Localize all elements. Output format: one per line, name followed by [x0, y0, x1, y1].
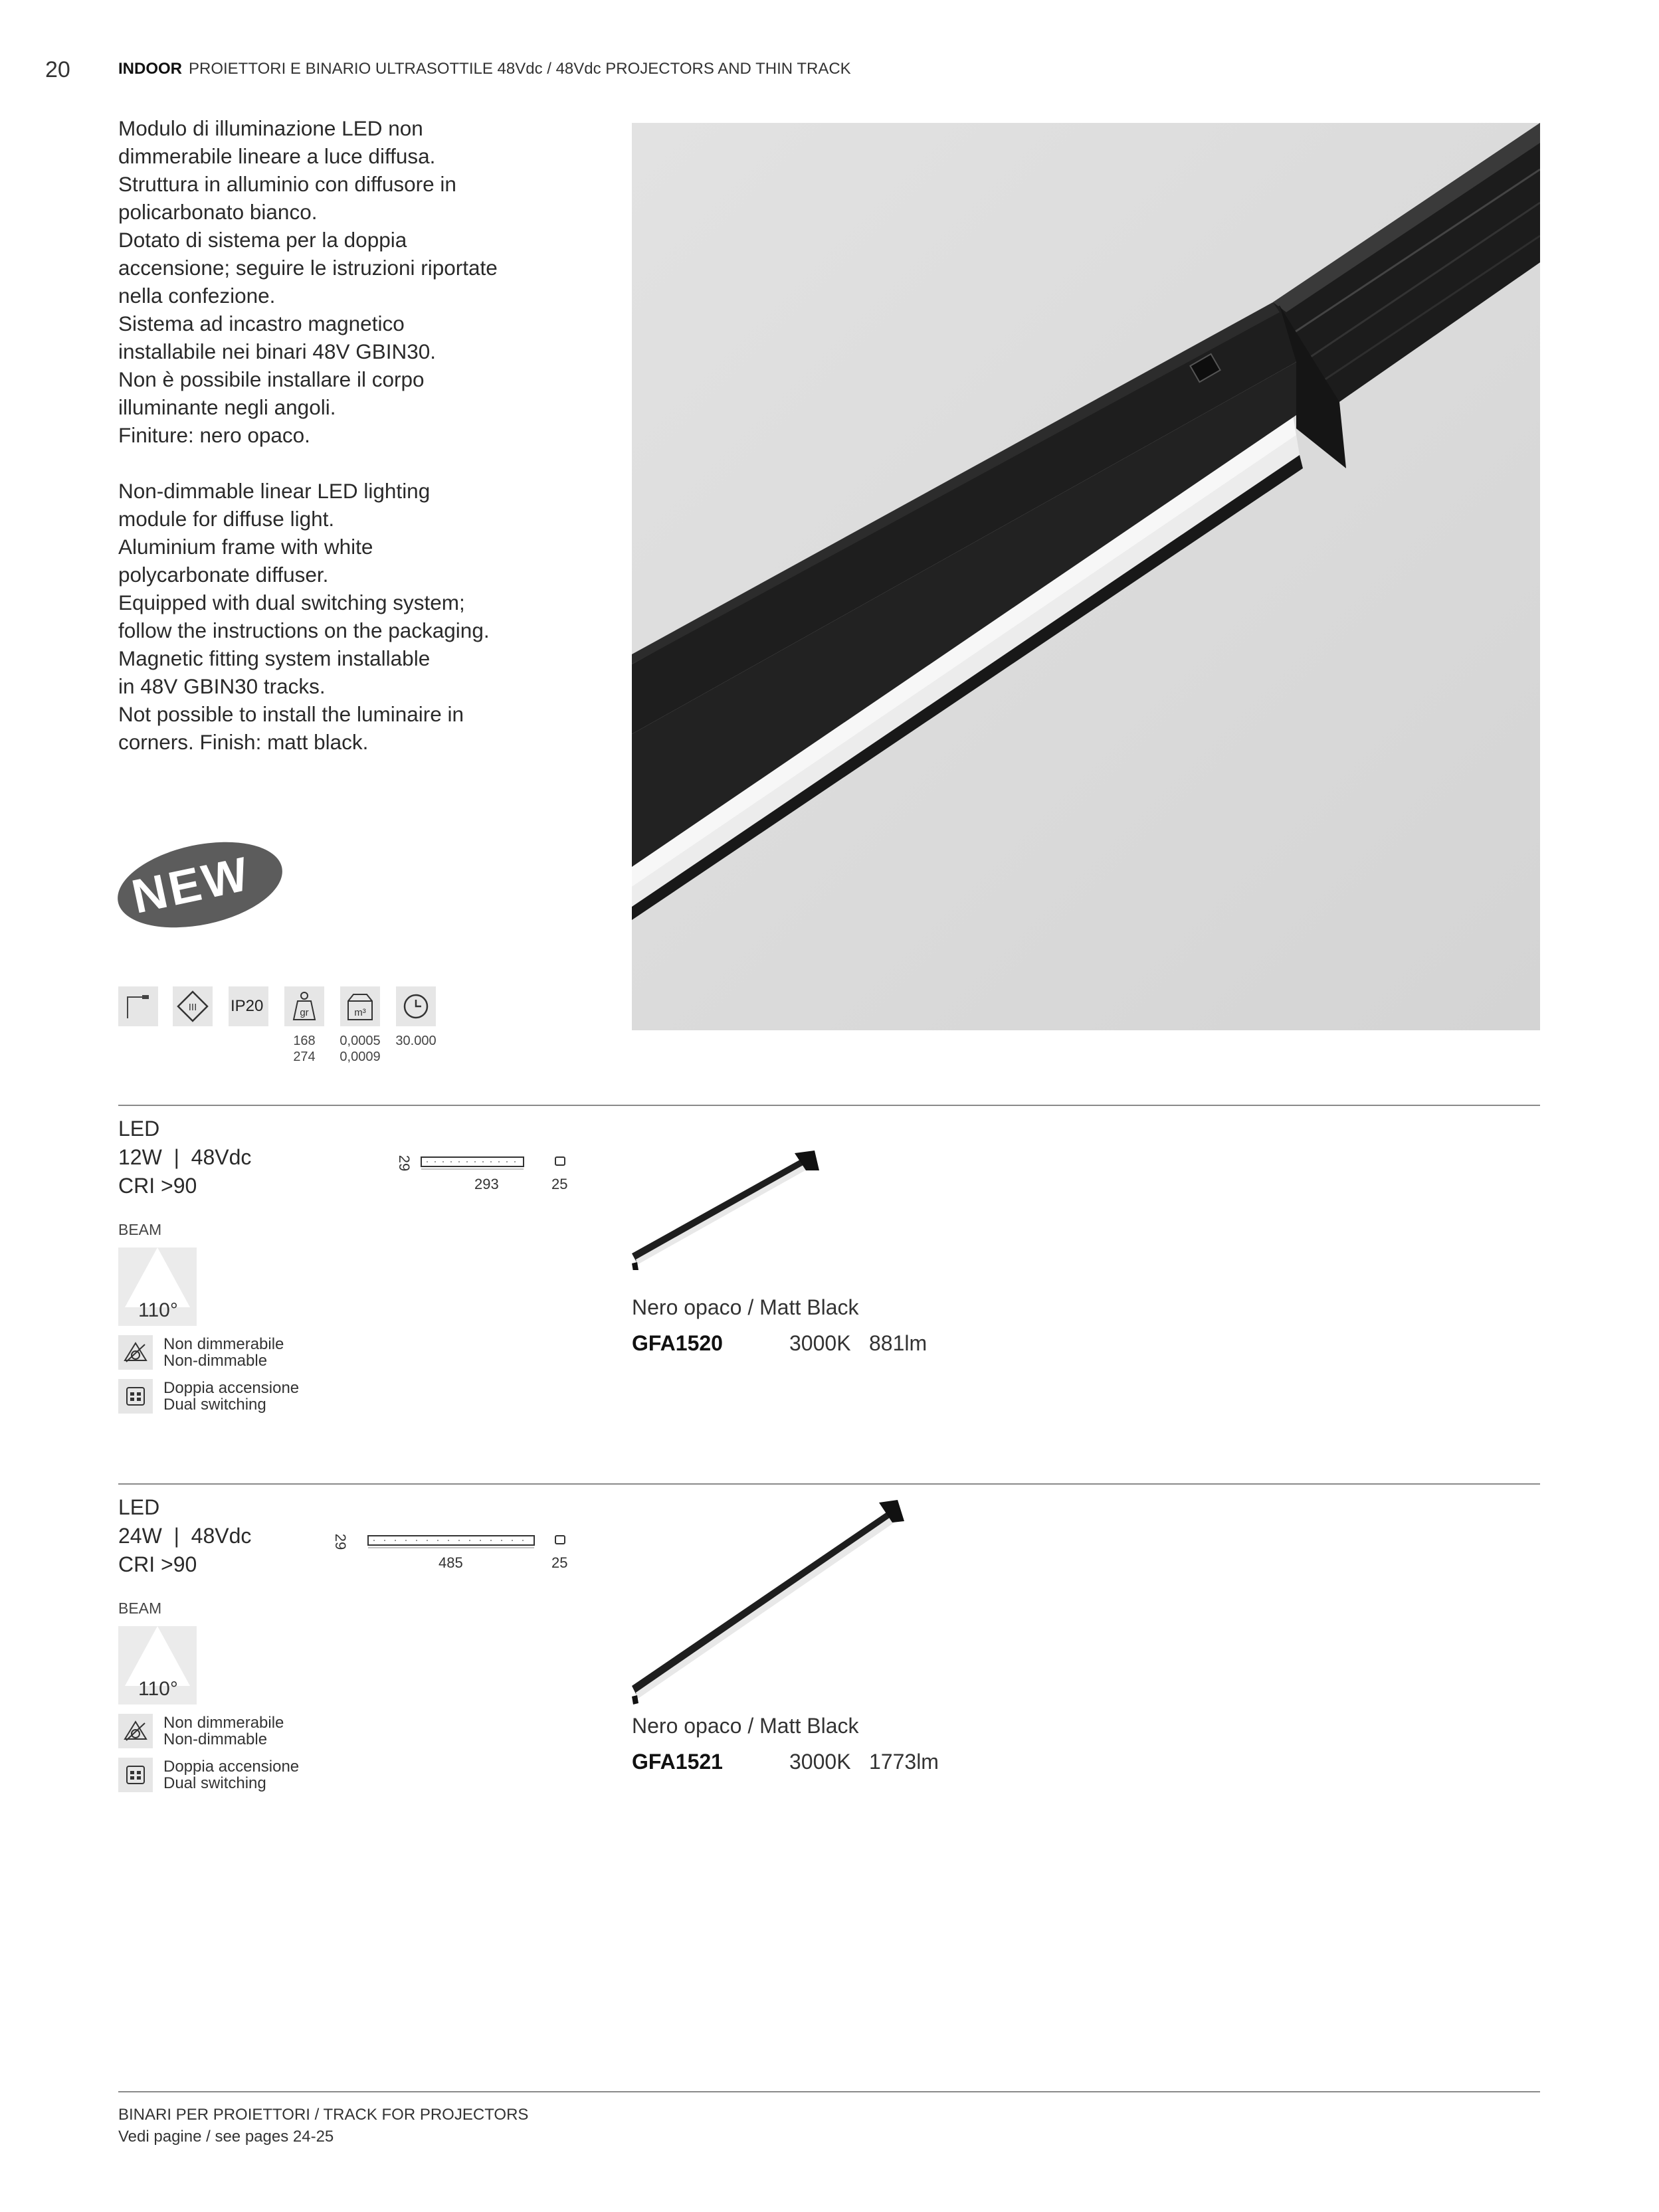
weight-icon [284, 986, 324, 1026]
page-header [118, 60, 851, 78]
non-dimmable-icon [118, 1335, 153, 1370]
description-italian: Modulo di illuminazione LED non dimmerabile lineare a luce diffusa. Struttura in alluminio con diffusore in policarbonato bianco. Dotato di sistema per la doppia accensione; seguire le istruzioni riportate nella confezione. Sistema ad incastro magnetico installabile nei binari 48V GBIN30. Non è possibile installare il corpo illuminante negli angoli. Finiture: nero opaco. [118, 116, 498, 447]
feature-en: Non-dimmable [163, 1730, 268, 1748]
product-thumbnail [632, 1151, 825, 1273]
dimension-height: 29 [396, 1154, 413, 1172]
section-profile-icon [554, 1533, 566, 1548]
dimension-height: 29 [332, 1533, 349, 1550]
product-power: 24W | 48Vdc [118, 1524, 252, 1548]
footer-page-reference: Vedi pagine / see pages 24-25 [118, 2128, 334, 2146]
section-label: INDOOR [118, 60, 182, 78]
feature-en: Dual switching [163, 1396, 266, 1414]
volume-value-2: 0,0009 [340, 1050, 381, 1064]
volume-value-1: 0,0005 [340, 1034, 381, 1048]
ip-rating-icon [229, 986, 268, 1026]
section-profile-icon [554, 1154, 566, 1170]
product-cri: CRI >90 [118, 1552, 197, 1576]
description-english: Non-dimmable linear LED lighting module for diffuse light. Aluminium frame with white polycarbonate diffuser. Equipped with dual switching system; follow the instructions on the packaging. Magnetic fitting system installable in 48V GBIN30 tracks. Not possible to install the luminaire in corners. Finish: matt black. [118, 479, 490, 754]
product-block-gfa1520 [118, 1115, 1540, 1427]
non-dimmable-icon [118, 1714, 153, 1748]
finish-label: Nero opaco / Matt Black [632, 1714, 859, 1738]
svg-text:m³: m³ [354, 1007, 366, 1018]
beam-angle: 110° [138, 1678, 178, 1700]
dimension-length: 293 [474, 1176, 499, 1192]
weight-value-2: 274 [293, 1050, 316, 1064]
section-divider [118, 1483, 1540, 1485]
section-divider [118, 1105, 1540, 1106]
ip-rating-label: IP20 [231, 997, 264, 1015]
dimension-width: 25 [551, 1554, 568, 1571]
product-source: LED [118, 1495, 160, 1519]
feature-en: Dual switching [163, 1774, 266, 1792]
luminous-flux: 1773lm [869, 1750, 939, 1774]
dimension-drawing [420, 1152, 539, 1175]
product-code: GFA1520 [632, 1331, 723, 1355]
feature-it: Non dimmerabile [163, 1714, 284, 1732]
lifetime-value: 30.000 [395, 1034, 437, 1048]
track-mount-icon [118, 986, 158, 1026]
footer-track-link[interactable]: BINARI PER PROIETTORI / TRACK FOR PROJECTORS [118, 2106, 529, 2124]
beam-label: BEAM [118, 1600, 162, 1617]
dual-switching-icon [118, 1379, 153, 1414]
dual-switching-icon [118, 1758, 153, 1792]
feature-it: Non dimmerabile [163, 1335, 284, 1353]
class-iii-icon [173, 986, 213, 1026]
weight-value-1: 168 [293, 1034, 316, 1048]
new-badge-label: NEW [127, 847, 256, 924]
page-number: 20 [45, 57, 70, 82]
beam-label: BEAM [118, 1221, 162, 1238]
product-cri: CRI >90 [118, 1174, 197, 1198]
product-block-gfa1521 [118, 1493, 1540, 1812]
color-temperature: 3000K [789, 1331, 851, 1355]
new-badge [113, 838, 287, 931]
beam-angle: 110° [138, 1299, 178, 1321]
feature-en: Non-dimmable [163, 1352, 268, 1370]
product-power: 12W | 48Vdc [118, 1145, 252, 1169]
luminous-flux: 881lm [869, 1331, 927, 1355]
product-source: LED [118, 1117, 160, 1141]
dimension-length: 485 [439, 1554, 463, 1571]
dimension-drawing [367, 1530, 539, 1554]
volume-icon [340, 986, 380, 1026]
color-temperature: 3000K [789, 1750, 851, 1774]
feature-it: Doppia accensione [163, 1379, 300, 1397]
svg-text:gr: gr [300, 1007, 309, 1018]
footer-divider [118, 2091, 1540, 2092]
product-description [118, 114, 543, 784]
product-code: GFA1521 [632, 1750, 723, 1774]
feature-it: Doppia accensione [163, 1758, 300, 1776]
lifetime-clock-icon [396, 986, 436, 1026]
product-thumbnail [632, 1500, 911, 1709]
header-title: PROIETTORI E BINARIO ULTRASOTTILE 48Vdc / 48Vdc PROJECTORS AND THIN TRACK [189, 60, 851, 78]
dimension-width: 25 [551, 1176, 568, 1192]
svg-text:III: III [188, 1002, 197, 1013]
product-photo [632, 123, 1540, 1030]
finish-label: Nero opaco / Matt Black [632, 1295, 859, 1319]
